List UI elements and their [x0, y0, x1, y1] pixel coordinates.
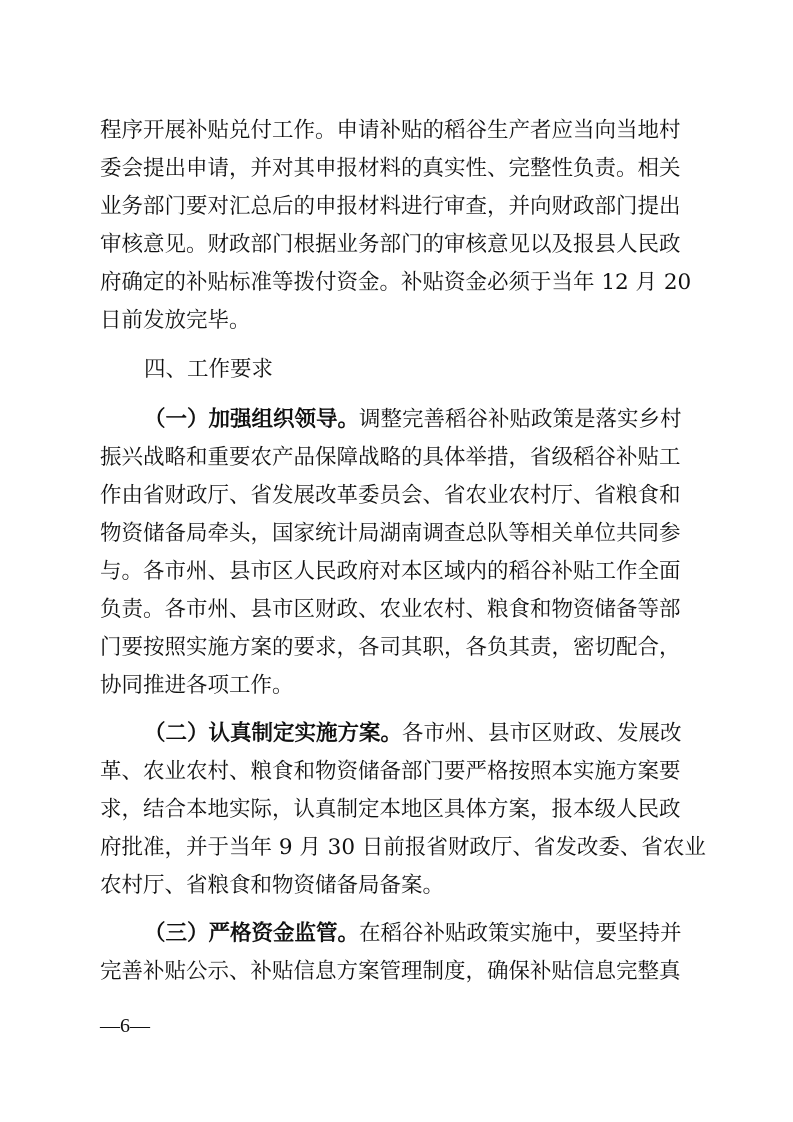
item3-line-1-text: 在稻谷补贴政策实施中，要坚持并 — [359, 921, 682, 946]
item2-line-2: 革、农业农村、粮食和物资储备部门要严格按照本实施方案要 — [100, 759, 681, 784]
item1-line-3: 作由省财政厅、省发展改革委员会、省农业农村厅、省粮食和 — [100, 483, 681, 508]
para1-line-4: 审核意见。财政部门根据业务部门的审核意见以及报县人民政 — [100, 232, 681, 257]
para1-line-5: 府确定的补贴标准等拨付资金。补贴资金必须于当年 12 月 20 — [100, 270, 692, 295]
para1-line-1: 程序开展补贴兑付工作。申请补贴的稻谷生产者应当向当地村 — [100, 118, 681, 143]
item1-title: （一）加强组织领导。 — [144, 407, 360, 432]
item3-line-1 — [144, 916, 680, 952]
para1-line-6: 日前发放完毕。 — [100, 308, 251, 333]
item1-line-8: 协同推进各项工作。 — [100, 673, 294, 698]
item1-line-1 — [144, 402, 680, 438]
item1-line-5: 与。各市州、县市区人民政府对本区域内的稻谷补贴工作全面 — [100, 559, 681, 584]
section-heading: 四、工作要求 — [144, 357, 274, 382]
item3-title: （三）严格资金监管。 — [144, 921, 360, 946]
item2-line-1-text: 各市州、县市区财政、发展改 — [402, 721, 682, 746]
item2-line-5: 农村厅、省粮食和物资储备局备案。 — [100, 873, 445, 898]
page-number: —6— — [100, 1015, 150, 1037]
para1-line-2: 委会提出申请，并对其申报材料的真实性、完整性负责。相关 — [100, 156, 681, 181]
item2-title: （二）认真制定实施方案。 — [144, 721, 403, 746]
item1-line-7: 门要按照实施方案的要求，各司其职，各负其责，密切配合， — [100, 635, 681, 660]
item2-line-3: 求，结合本地实际，认真制定本地区具体方案，报本级人民政 — [100, 797, 681, 822]
item1-line-4: 物资储备局牵头，国家统计局湖南调查总队等相关单位共同参 — [100, 521, 681, 546]
item2-line-4: 府批准，并于当年 9 月 30 日前报省财政厅、省发改委、省农业 — [100, 835, 706, 860]
item2-line-1 — [144, 716, 680, 752]
item1-line-2: 振兴战略和重要农产品保障战略的具体举措，省级稻谷补贴工 — [100, 445, 681, 470]
para1-line-3: 业务部门要对汇总后的申报材料进行审查，并向财政部门提出 — [100, 194, 681, 219]
item1-line-1-text: 调整完善稻谷补贴政策是落实乡村 — [359, 407, 682, 432]
item3-line-2: 完善补贴公示、补贴信息方案管理制度，确保补贴信息完整真 — [100, 959, 681, 984]
item1-line-6: 负责。各市州、县市区财政、农业农村、粮食和物资储备等部 — [100, 597, 681, 622]
